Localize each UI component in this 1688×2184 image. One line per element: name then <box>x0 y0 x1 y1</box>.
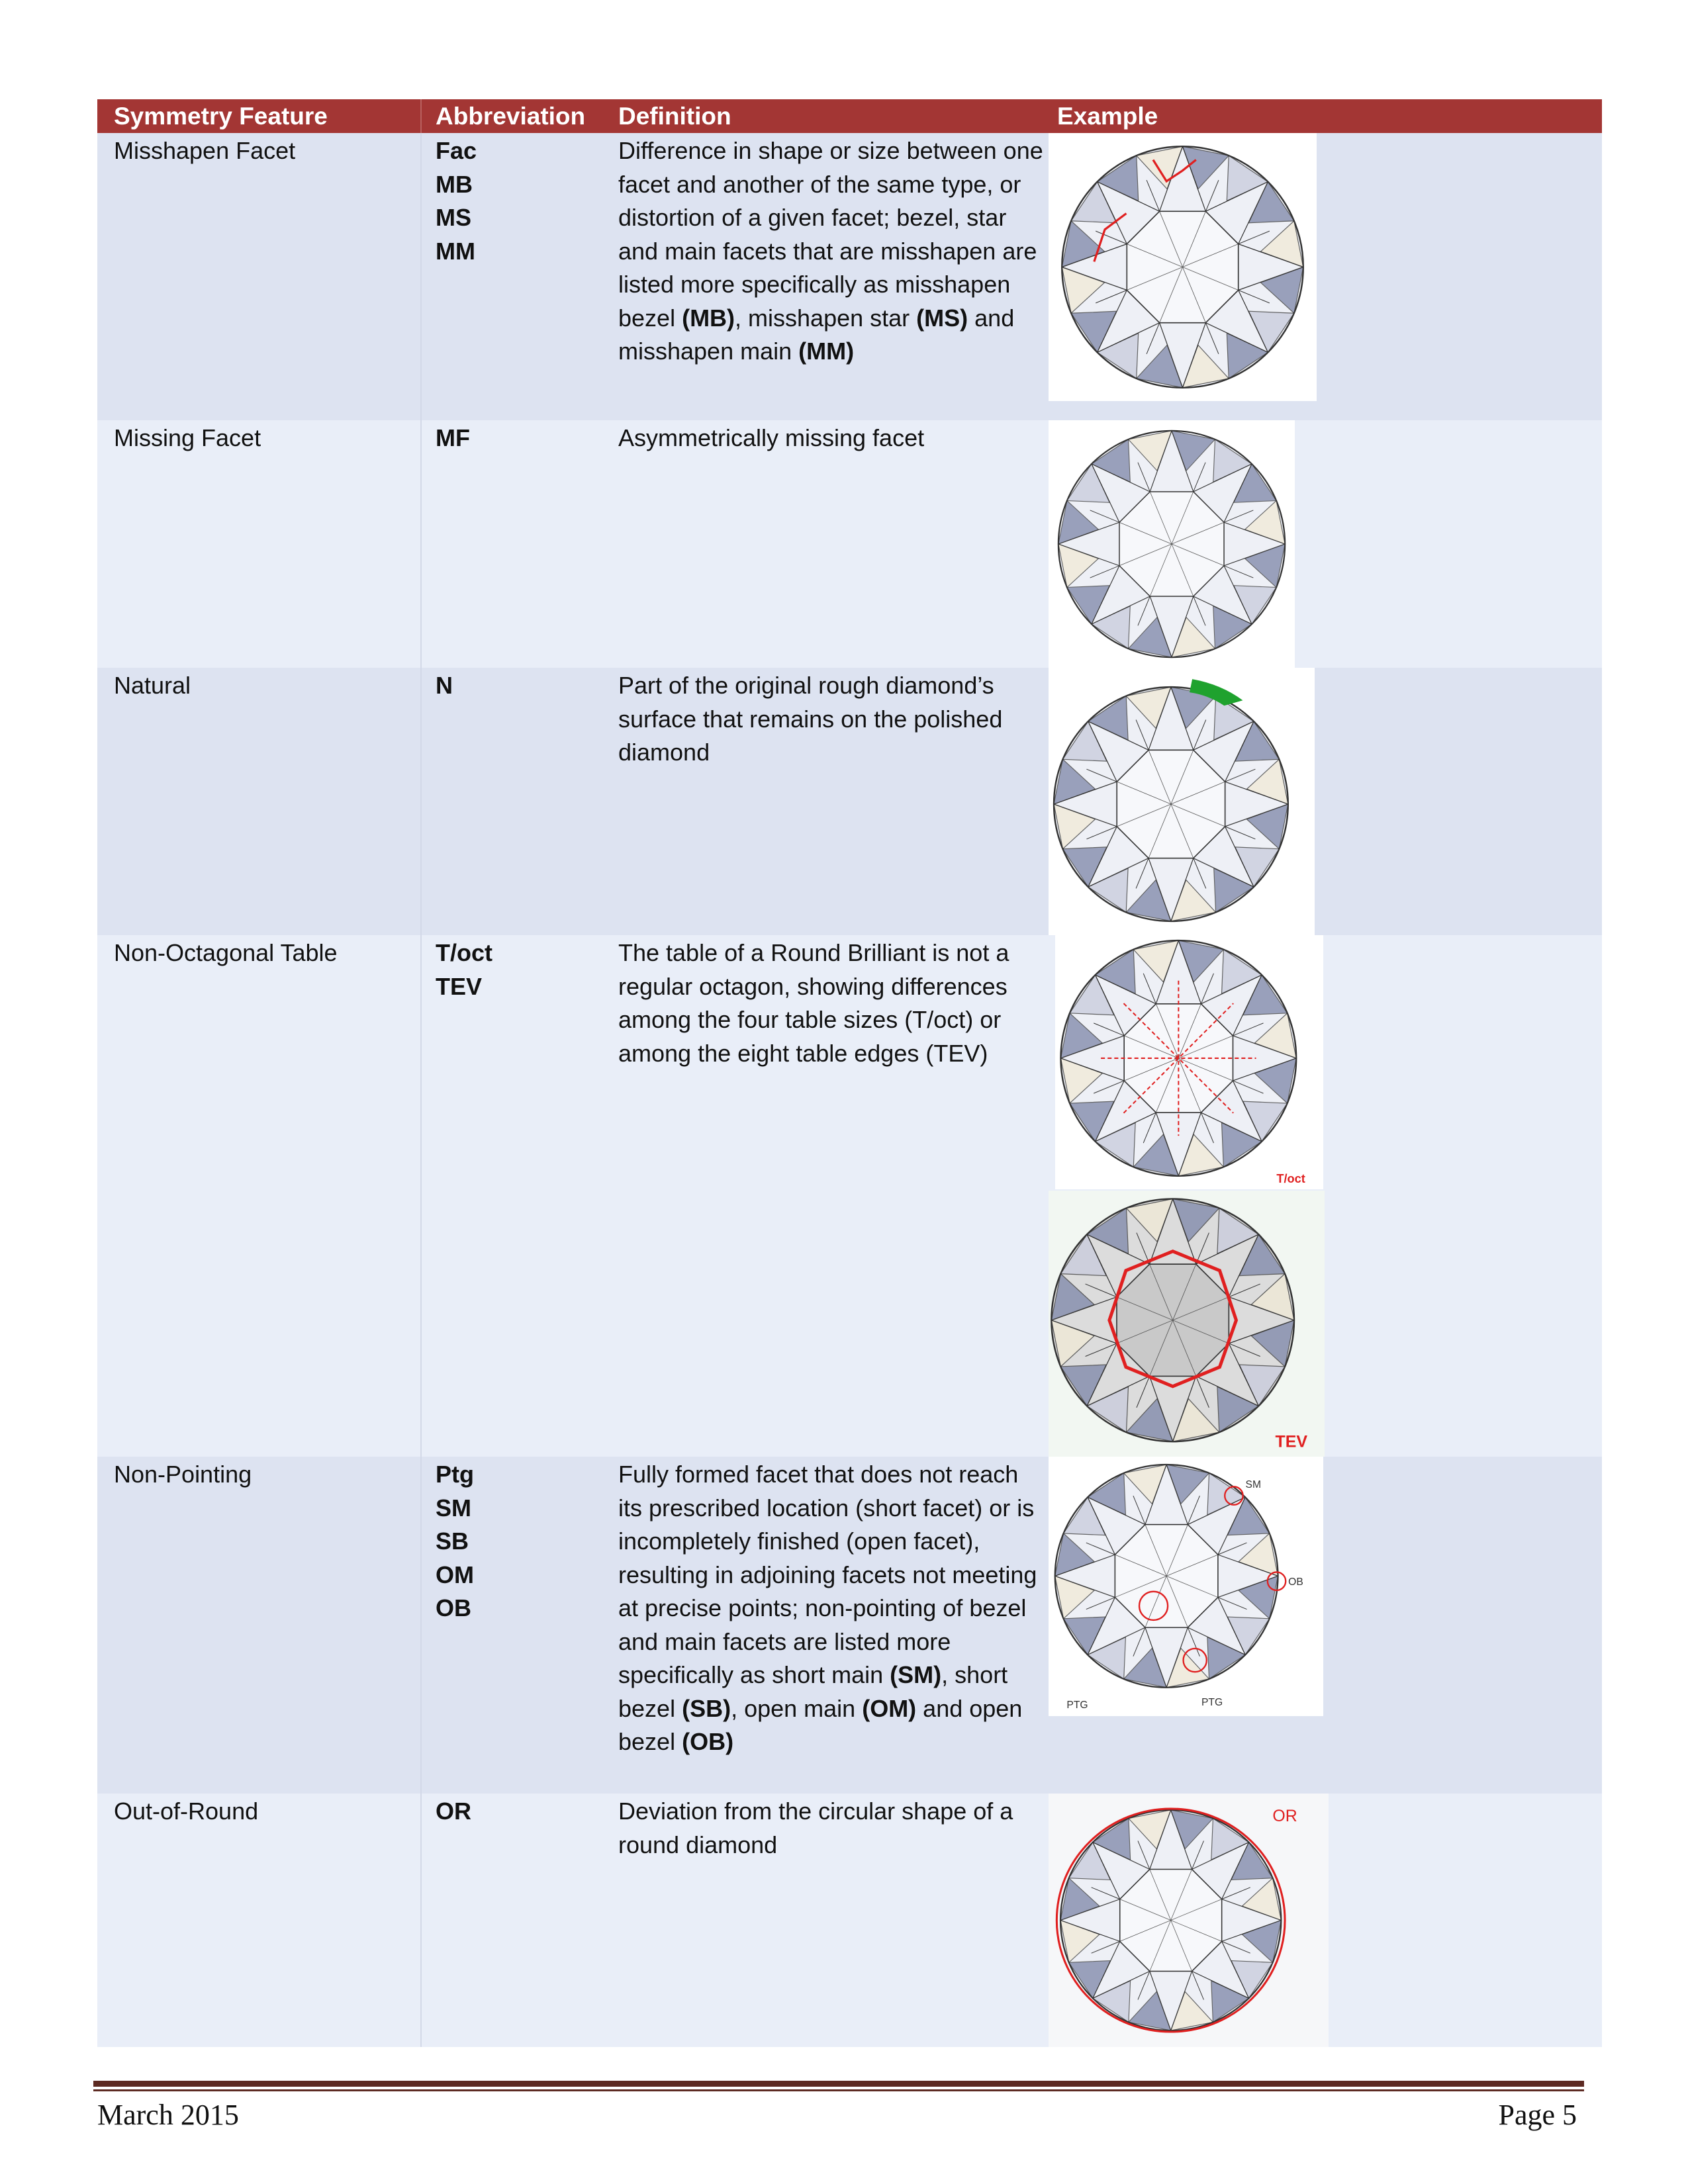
tloct-label: T/oct <box>1276 1171 1305 1185</box>
definition-text: Fully formed facet that does not reach its prescribed location (short facet) or is incompletely finished (open facet), resulting in adjoining facets not meeting at precise points; non-pointing of bezel and main facets are listed more specifically as short main (SM), short bezel (SB), open main (OM) and open bezel (OB) <box>618 1461 1037 1755</box>
footer-rule <box>93 2081 1584 2087</box>
definition-text: Asymmetrically missing facet <box>618 424 925 451</box>
header-definition: Definition <box>618 103 731 130</box>
abbreviation: T/oct <box>436 939 492 966</box>
abbreviation: MB <box>436 170 473 198</box>
sm-label: SM <box>1245 1479 1262 1491</box>
table-row <box>97 668 1602 935</box>
example-cell <box>1049 1794 1602 2047</box>
feature-name: Misshapen Facet <box>97 133 422 420</box>
table-header <box>97 99 1602 133</box>
definition-text: Deviation from the circular shape of a round diamond <box>618 1797 1013 1858</box>
diamond-diagram <box>1049 420 1295 668</box>
table-row <box>97 1794 1602 2047</box>
footer-rule-thin <box>93 2089 1584 2091</box>
feature-name: Natural <box>97 668 422 935</box>
header-example: Example <box>1057 103 1158 130</box>
abbreviation-list <box>422 133 605 420</box>
ob-label: OB <box>1288 1576 1303 1588</box>
footer-date: March 2015 <box>97 2099 239 2131</box>
definition-text: The table of a Round Brilliant is not a regular octagon, showing differences among the four table sizes (T/oct) or among the eight table edges (TEV) <box>618 939 1009 1067</box>
diamond-diagram <box>1049 1457 1323 1716</box>
abbreviation: OB <box>436 1594 471 1621</box>
ptg-label: PTG <box>1201 1697 1223 1709</box>
header-abbreviation: Abbreviation <box>436 103 586 130</box>
diamond-table-edge-icon <box>1049 1191 1325 1457</box>
diamond-non-pointing-icon <box>1049 1457 1323 1716</box>
abbreviation: N <box>436 672 453 699</box>
abbreviation-list <box>422 935 605 1457</box>
or-label: OR <box>1272 1807 1297 1826</box>
definition-text: Part of the original rough diamond’s surface that remains on the polished diamond <box>618 672 1003 766</box>
abbreviation: MF <box>436 424 470 451</box>
feature-name: Non-Pointing <box>97 1457 422 1794</box>
symmetry-table <box>97 99 1602 2047</box>
diamond-natural-icon <box>1049 668 1315 935</box>
abbreviation-list <box>422 420 605 668</box>
abbreviation: SB <box>436 1527 469 1555</box>
diamond-diagram <box>1055 935 1323 1189</box>
feature-name: Out-of-Round <box>97 1794 422 2047</box>
abbreviation: MS <box>436 204 471 231</box>
example-cell <box>1049 1457 1602 1794</box>
definition-text: Difference in shape or size between one facet and another of the same type, or distortion of a given facet; bezel, star and main facets that are misshapen are listed more specifically as misshapen bezel (MB), misshapen star (MS) and misshapen main (MM) <box>618 137 1043 365</box>
diamond-diagram <box>1049 1191 1325 1457</box>
diamond-diagram <box>1049 133 1317 401</box>
example-cell <box>1049 133 1602 420</box>
table-row <box>97 1457 1602 1794</box>
table-row <box>97 133 1602 420</box>
abbreviation: Ptg <box>436 1461 474 1488</box>
feature-name: Non-Octagonal Table <box>97 935 422 1457</box>
table-row <box>97 935 1602 1457</box>
abbreviation: MM <box>436 237 475 265</box>
example-cell <box>1049 935 1602 1457</box>
diamond-out-of-round-icon <box>1049 1794 1329 2047</box>
tev-label: TEV <box>1275 1432 1308 1451</box>
abbreviation: OM <box>436 1561 474 1588</box>
header-symmetry-feature: Symmetry Feature <box>97 99 422 133</box>
abbreviation: Fac <box>436 137 477 164</box>
ptg-label: PTG <box>1066 1700 1088 1711</box>
feature-name: Missing Facet <box>97 420 422 668</box>
abbreviation-list <box>422 668 605 935</box>
abbreviation: OR <box>436 1797 471 1825</box>
diamond-diagram <box>1049 1794 1329 2047</box>
table-row <box>97 420 1602 668</box>
abbreviation-list <box>422 1794 605 2047</box>
diamond-misshapen-facet-icon <box>1049 133 1317 401</box>
diamond-missing-facet-icon <box>1049 420 1295 668</box>
example-cell <box>1049 668 1602 935</box>
abbreviation-list <box>422 1457 605 1794</box>
diamond-table-size-icon <box>1055 935 1323 1189</box>
example-cell <box>1049 420 1602 668</box>
footer-page-number: Page 5 <box>1498 2099 1577 2131</box>
diamond-diagram <box>1049 668 1315 935</box>
abbreviation: SM <box>436 1494 471 1522</box>
abbreviation: TEV <box>436 972 483 1000</box>
